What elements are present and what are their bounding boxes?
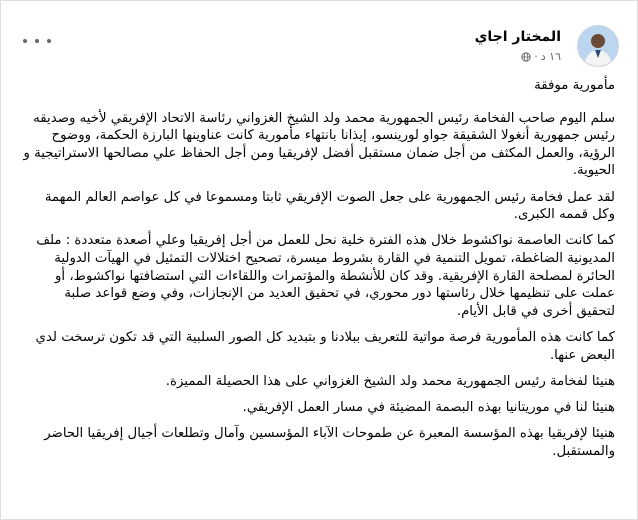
person-icon	[578, 26, 618, 66]
post-body	[23, 77, 615, 469]
post-meta	[521, 50, 561, 63]
post-paragraph: هنيئا لنا في موريتانيا بهذه البصمة المضيئة في مسار العمل الإفريقي.	[242, 399, 615, 415]
meta-separator: ·	[534, 50, 538, 63]
post-paragraph: لقد عمل فخامة رئيس الجمهورية على جعل الصوت الإفريقي ثابتا ومسموعا في كل عواصم العالم المهمة وكل قممه الكبرى.	[44, 189, 615, 223]
more-options-icon[interactable]	[23, 33, 51, 49]
post-title: مأمورية موفقة	[534, 78, 615, 93]
dot	[35, 39, 39, 43]
post-paragraph: سلم اليوم صاحب الفخامة رئيس الجمهورية محمد ولد الشيخ الغزواني رئاسة الاتحاد الإفريقي لأخيه وصديقه رئيس جمهورية أنغولا الشقيقة جواو لورينسو، إيذانا بانتهاء مأمورية كانت عناوينها البارزة الحكمة، ووضوح الرؤية، والعمل المكثف من أجل ضمان مستقبل أفضل لإفريقيا ومن أجل الحفاظ علي مصالحها الاستراتيجية و الحيوية.	[23, 110, 615, 179]
post-paragraph: كما كانت العاصمة نواكشوط خلال هذه الفترة خلية نحل للعمل من أجل إفريقيا وعلي أصعدة متعددة : ملف المديونية الضاغطة، تمويل التنمية في القارة بشروط ميسرة، تصحيح اختلالات التمثيل في الهيآت الدولية الحائرة لمصلحة القارة الإفريقية. وقد كان للأنشطة والمؤتمرات واللقاءات التي استضافتها نواكشوط، أو عملت على تنظيمها خلال رئاستها دور محوري، في تحقيق العديد من الإنجازات، وفي وضع قواعد صلبة لتحقيق أخرى في قابل الأيام.	[36, 233, 615, 319]
globe-icon	[521, 52, 531, 62]
post-paragraph: هنيئا لفخامة رئيس الجمهورية محمد ولد الشيخ الغزواني على هذا الحصيلة المميزة.	[165, 373, 615, 389]
dot	[47, 39, 51, 43]
profile-avatar[interactable]	[577, 25, 619, 67]
timestamp[interactable]: ١٦ د	[540, 50, 561, 63]
post-paragraph: هنيئا لإفريقيا بهذه المؤسسة المعبرة عن طموحات الآباء المؤسسين وآمال وتطلعات أجيال إفريقيا الحاضر والمستقبل.	[44, 426, 615, 459]
post-paragraph: كما كانت هذه المأمورية فرصة مواتية للتعريف ببلادنا و بتبديد كل الصور السلبية التي قد تكون ترسخت لدي البعض عنها.	[35, 329, 615, 363]
author-name[interactable]: المختار اجاي	[474, 29, 561, 45]
dot	[23, 39, 27, 43]
